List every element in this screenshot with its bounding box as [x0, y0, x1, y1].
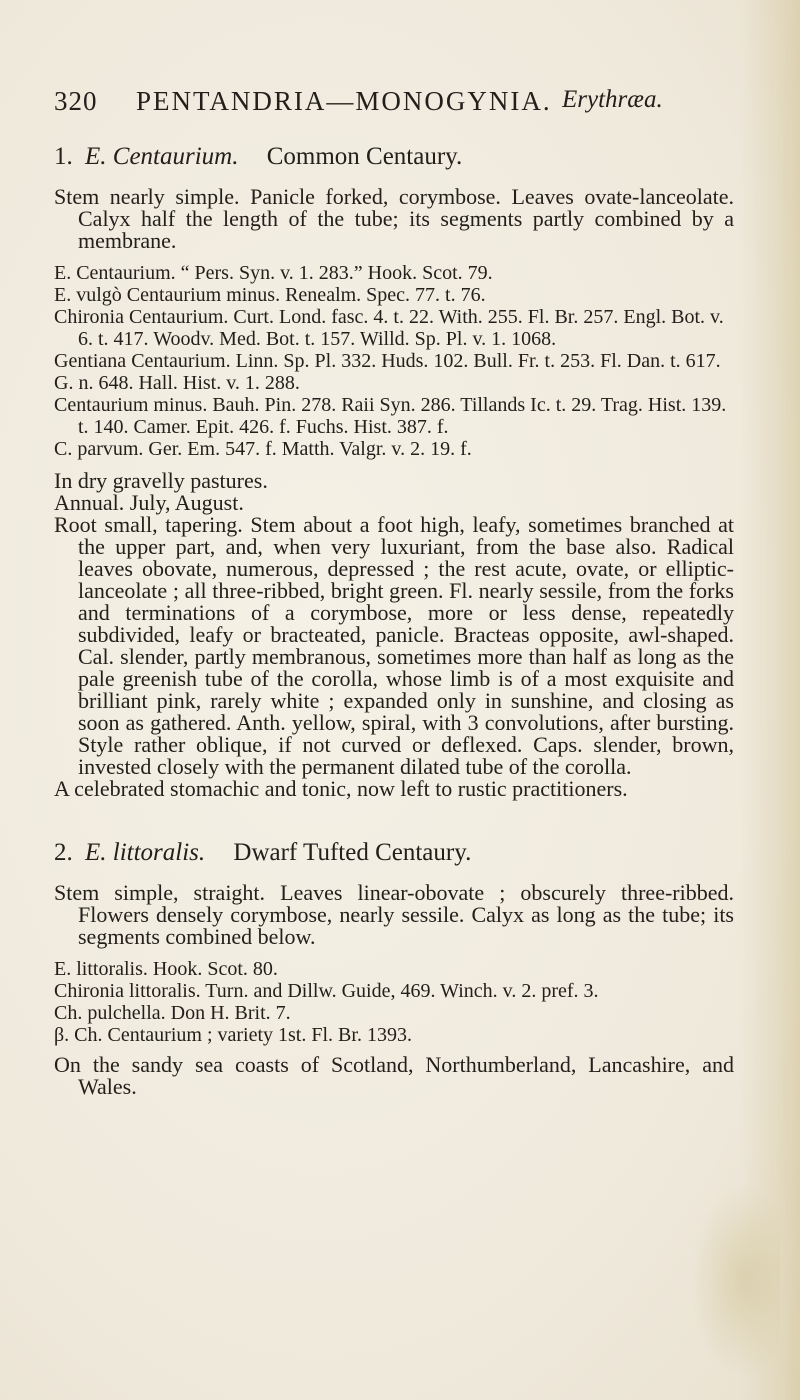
running-title: PENTANDRIA—MONOGYNIA.	[136, 86, 552, 116]
synonym-line: E. Centaurium. “ Pers. Syn. v. 1. 283.” Hook. Scot. 79.	[54, 262, 493, 284]
foxing-stain	[690, 1180, 780, 1380]
synonym-line: β. Ch. Centaurium ; variety 1st. Fl. Br. 1393.	[54, 1024, 412, 1046]
habitat: In dry gravelly pastures.	[54, 468, 268, 493]
synonym-line: Chironia Centaurium. Curt. Lond. fasc. 4. t. 22. With. 255. Fl. Br. 257. Engl. Bot. v. 6. t. 417. Woodv. Med. Bot. t. 157. Willd. Sp. Pl. v. 1. 1068.	[54, 306, 724, 350]
synonym-line: Centaurium minus. Bauh. Pin. 278. Raii Syn. 286. Tillands Ic. t. 29. Trag. Hist. 139. t. 140. Camer. Epit. 426. f. Fuchs. Hist. 387. f.	[54, 394, 727, 438]
synonym-line: E. littoralis. Hook. Scot. 80.	[54, 958, 278, 980]
duration: Annual. July, August.	[54, 490, 244, 515]
species-number: 2.	[54, 839, 73, 866]
synonym-line: G. n. 648. Hall. Hist. v. 1. 288.	[54, 372, 300, 394]
species-number: 1.	[54, 143, 73, 170]
diagnosis: Stem simple, straight. Leaves linear-obovate ; obscurely three-ribbed. Flowers densely corymbose, nearly sessile. Calyx as long as the tube; its segments combined below.	[54, 880, 734, 949]
genus-name: Erythræa.	[562, 86, 663, 113]
usage-note: A celebrated stomachic and tonic, now left to rustic practitioners.	[54, 776, 628, 801]
species-heading	[54, 834, 734, 872]
description: Root small, tapering. Stem about a foot high, leafy, sometimes branched at the upper part, and, when very luxuriant, from the base also. Radical leaves obovate, numerous, depressed ; the rest acute, ovate, or elliptic-lanceolate ; all three-ribbed, bright green. Fl. nearly sessile, from the forks and terminations of a corymbose, more or less dense, repeatedly subdivided, leafy or bracteated, panicle. Bracteas opposite, awl-shaped. Cal. slender, partly membranous, sometimes more than half as long as the pale greenish tube of the corolla, whose limb is of a most exquisite and brilliant pink, rarely white ; expanded only in sunshine, and closing as soon as gathered. Anth. yellow, spiral, with 3 convolutions, after bursting. Style rather oblique, if not curved or deflexed. Caps. slender, brown, invested closely with the permanent dilated tube of the corolla.	[54, 512, 734, 779]
habitat: On the sandy sea coasts of Scotland, Northumberland, Lancashire, and Wales.	[54, 1052, 734, 1099]
synonym-line: C. parvum. Ger. Em. 547. f. Matth. Valgr. v. 2. 19. f.	[54, 438, 472, 460]
synonym-line: Gentiana Centaurium. Linn. Sp. Pl. 332. Huds. 102. Bull. Fr. t. 253. Fl. Dan. t. 617.	[54, 350, 721, 372]
diagnosis: Stem nearly simple. Panicle forked, corymbose. Leaves ovate-lanceolate. Calyx half the length of the tube; its segments partly combined by a membrane.	[54, 184, 734, 253]
synonym-line: Chironia littoralis. Turn. and Dillw. Guide, 469. Winch. v. 2. pref. 3.	[54, 980, 599, 1002]
species-name: E. littoralis.	[85, 839, 206, 866]
species-heading	[54, 138, 734, 176]
common-name: Common Centaury.	[266, 143, 463, 170]
synonym-line: Ch. pulchella. Don H. Brit. 7.	[54, 1002, 291, 1024]
common-name: Dwarf Tufted Centaury.	[233, 839, 472, 866]
species-name: E. Centaurium.	[85, 143, 239, 170]
page-number: 320	[54, 86, 98, 116]
running-header	[54, 86, 734, 126]
page-body	[54, 132, 734, 1098]
synonym-line: E. vulgò Centaurium minus. Renealm. Spec. 77. t. 76.	[54, 284, 486, 306]
